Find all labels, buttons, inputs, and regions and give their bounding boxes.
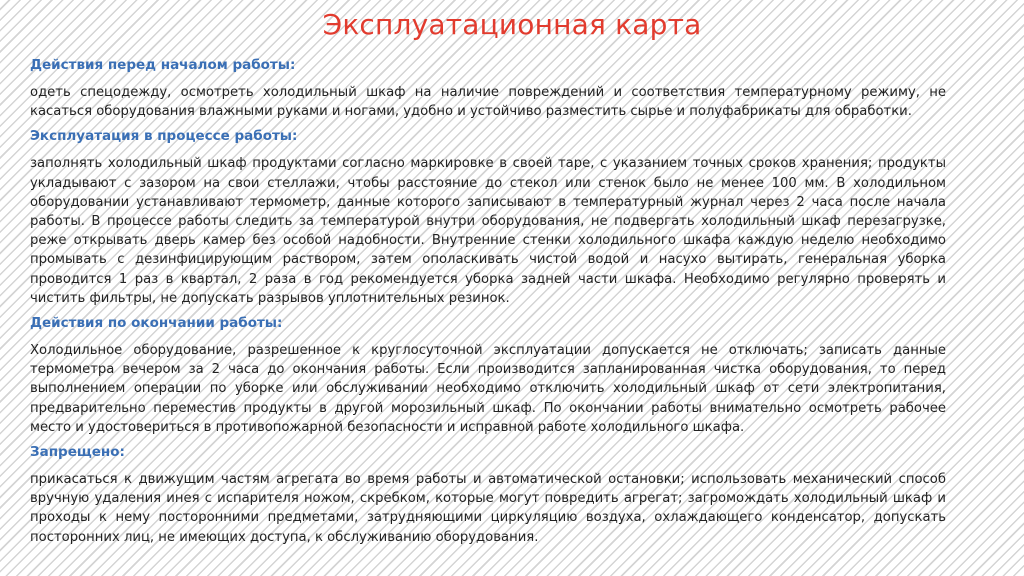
section-text-prohibited: прикасаться к движущим частям агрегата во время работы и автоматической остановки; использовать механический способ вручную удаления инея с испарителя ножом, скребком, которые могут повредить агрегат; загромождать холодильный шкаф и проходы к нему посторонними предметами, затрудняющими циркуляцию воздуха, охлаждающего конденсатор, допускать посторонних лиц, не имеющих доступа, к обслуживанию оборудования.: [30, 472, 946, 545]
section-heading-after-work: Действия по окончании работы:: [30, 315, 283, 332]
content-area: [30, 56, 946, 553]
section-heading-before-work: Действия перед началом работы:: [30, 57, 296, 73]
slide-title: Эксплуатационная карта: [322, 8, 702, 41]
section-text-after-work: Холодильное оборудование, разрешенное к круглосуточной эксплуатации допускается не отключать; записать данные термометра вечером за 2 часа до окончания работы. Если производится запланированная чистка оборудования, то перед выполнением операции по уборке или обслуживании необходимо отключить холодильный шкаф от сети электропитания, предварительно переместив продукты в другой морозильный шкаф. По окончании работы внимательно осмотреть рабочее место и удостовериться в противопожарной безопасности и исправной работе холодильного шкафа.: [30, 343, 946, 435]
section-heading-during-work: Эксплуатация в процессе работы:: [30, 128, 298, 145]
section-heading-prohibited: Запрещено:: [30, 444, 125, 461]
section-text-during-work: заполнять холодильный шкаф продуктами согласно маркировке в своей таре, с указанием точных сроков хранения; продукты укладывают с зазором на свои стеллажи, чтобы расстояние до стекол или стенок было не менее 100 мм. В холодильном оборудовании устанавливают термометр, данные которого записывают в температурный журнал через 2 часа после начала работы. В процессе работы следить за температурой внутри оборудования, не подвергать холодильный шкаф перезагрузке, реже открывать дверь камер без особой надобности. Внутренние стенки холодильного шкафа каждую неделю необходимо промывать с дезинфицирующим раствором, затем ополаскивать чистой водой и насухо вытирать, генеральная уборка проводится 1 раз в квартал, 2 раза в год рекомендуется уборка задней части шкафа. Необходимо регулярно проверять и чистить фильтры, не допускать разрывов уплотнительных резинок.: [30, 156, 946, 306]
section-text-before-work: одеть спецодежду, осмотреть холодильный шкаф на наличие повреждений и соответствия температурному режиму, не касаться оборудования влажными руками и ногами, удобно и устойчиво разместить сырье и полуфабрикаты для обработки.: [30, 85, 946, 120]
